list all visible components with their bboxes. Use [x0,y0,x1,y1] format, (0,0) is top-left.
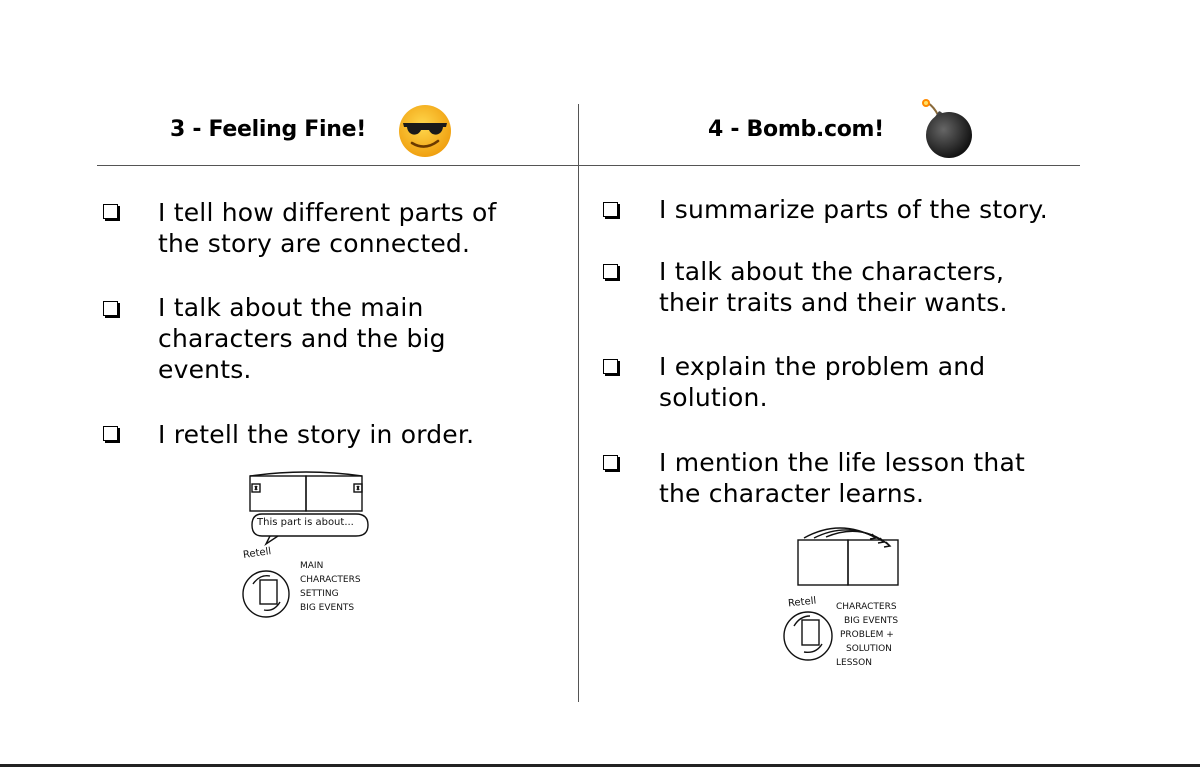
column-divider [578,104,579,702]
checkbox[interactable] [603,359,618,374]
speech-bubble-text: This part is about... [257,517,354,528]
right-heading: 4 - Bomb.com! [708,117,884,142]
checkbox[interactable] [603,455,618,470]
retell-label: Retell [242,546,272,561]
sunglasses-face-icon [397,103,453,159]
checkbox[interactable] [603,202,618,217]
list-item: I talk about the characters, their traits and their wants. [659,257,1008,317]
retell-list: MAIN CHARACTERS SETTING BIG EVENTS [300,561,361,613]
checkbox[interactable] [103,204,118,219]
retell-list: CHARACTERS BIG EVENTS PROBLEM + SOLUTION LESSON [836,602,899,668]
checkbox[interactable] [103,301,118,316]
list-item: I summarize parts of the story. [659,195,1048,224]
checkbox[interactable] [103,426,118,441]
left-heading: 3 - Feeling Fine! [170,117,366,142]
bomb-icon [916,97,976,161]
list-item: I explain the problem and solution. [659,352,986,412]
list-item: I mention the life lesson that the character learns. [659,448,1025,508]
list-item: I talk about the main characters and the big events. [158,293,446,384]
checkbox[interactable] [603,264,618,279]
list-item: I retell the story in order. [158,420,475,449]
retell-label: Retell [787,595,817,610]
list-item: I tell how different parts of the story are connected. [158,198,497,258]
header-divider [97,165,1080,166]
